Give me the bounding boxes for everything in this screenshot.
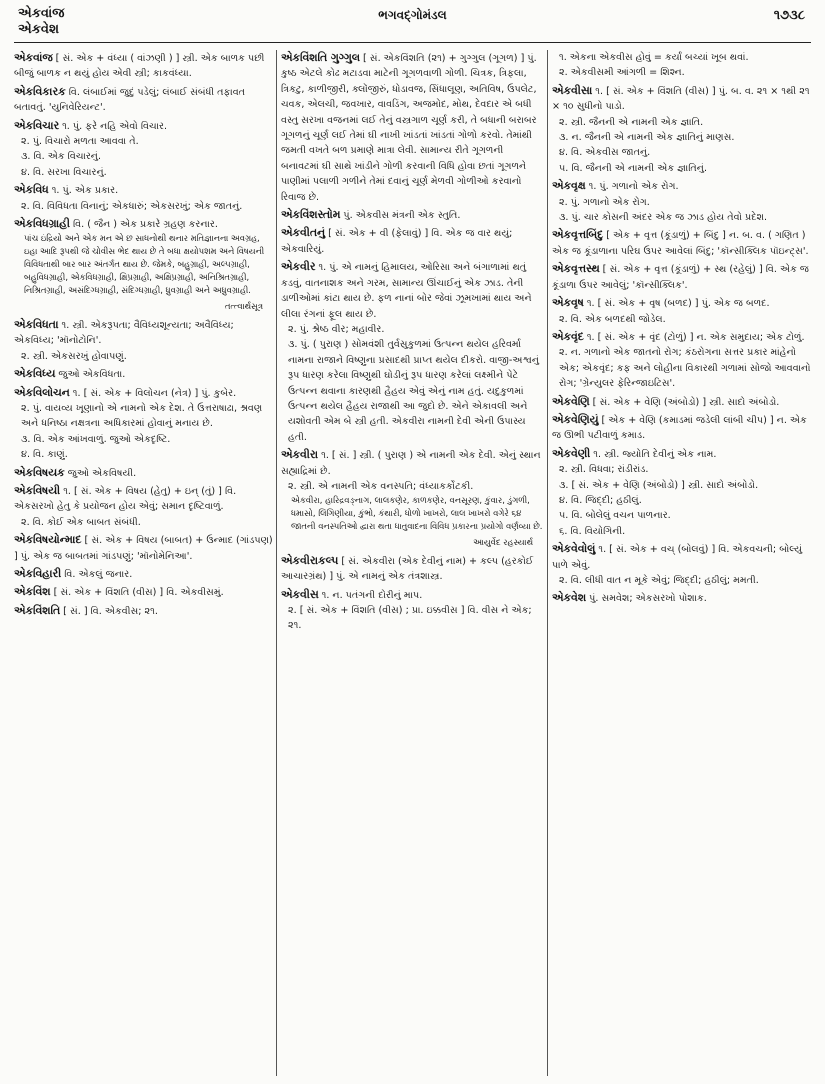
- dictionary-entry: [281, 50, 543, 205]
- entry-sense: ૨. એકવીસમી આંગળી = શિશ્ન.: [559, 67, 685, 79]
- entry-headword: એકવૃત્તબિંદુ: [552, 228, 604, 242]
- dictionary-entry: [14, 216, 273, 315]
- dictionary-entry: [14, 465, 273, 481]
- entry-sense: ૨. સ્ત્રી. એ નામની એક વનસ્પતિ; વંધ્યાકર્કોટકી.: [288, 480, 474, 492]
- guide-word-bottom: એકવેશ: [18, 22, 60, 37]
- dictionary-entry: [14, 603, 273, 619]
- entry-headword: એકવિધતા: [14, 317, 59, 331]
- entry-definition: ૧. પું. એક પ્રકાર.: [48, 185, 119, 197]
- dictionary-entry: [14, 317, 273, 364]
- entry-headword: એકવીસા: [552, 83, 593, 97]
- entry-definition: ૧. ન. પતંગની દોરીનું માપ.: [318, 589, 423, 601]
- dictionary-entry: [552, 394, 814, 410]
- entry-sense: ૬. વિ. વિયોગિની.: [559, 525, 626, 537]
- entry-note: એકવીરા, હારિદ્રવઙ્નાગ, લાલકણેર, કાળકણેર, વનસૂરણ, કુંવાર, ડુંગળી, ધમાસો, લિંગિણીયા, કુંભો, કંથારી, ધોળો ખાખરો, લાલ ખાખરો વગેરે ૬૪ જાતની વનસ્પતિઓ દ્વારા થતા ધાતુવાદના વિવિધ પ્રકારના પ્રયોગો વર્ણવ્યા છે.: [291, 495, 543, 532]
- dictionary-entry: [14, 566, 273, 582]
- dictionary-entry: [552, 261, 814, 293]
- dictionary-entry: [14, 84, 273, 116]
- entry-headword: એકવેણી: [552, 446, 591, 460]
- entry-sense: ૨. પું. શ્રેષ્ઠ વીર; મહાવીર.: [288, 323, 385, 335]
- entry-headword: એકવીસ: [281, 587, 319, 601]
- entry-definition: [ સં. એક + વી (ફેલાવું) ] વિ. એક જ વાર થયું; એકવારિયું.: [281, 228, 513, 255]
- entry-definition: [ સં. એકવિંશતિ (૨૧) + ગુગ્ગુલ (ગૂગળ) ] પું. કુષ્ઠ એટલે કોઢ મટાડવા માટેની ગૂગળવાળી ગોળી. ચિત્રક, ત્રિફલા, ત્રિકટુ, કાળીજીરી, ક્લોંજીરું, ધોડાવજ, સિંધાલૂણ, અતિવિષ, ઉપલેટ, ચવક, એલચી, જવખાર, વાવડિંગ, અજમોદ, મોથ, દેવદાર એ બધી વસ્તુ સરખા વજનમાં લઈ તેનું વસ્ત્રગાળ ચૂર્ણ કરી, તે બધાની બરાબર ગૂગળનું ચૂર્ણ લઈ તેમાં ઘી નાખી ખાંડતાં ખાંડતાં ગોળો કરવો. તેમાંથી જમતી વખતે બળ પ્રમાણે માત્રા લેવી. સામાન્ય રીતે ગૂગળની બનાવટમાં ઘી સાથે ખાંડીને ગોળી કરવાની વિધિ હોવા છતાં ગૂગળને પાણીમાં પલાળી ગળીને તેમાં દવાનું ચૂર્ણ મેળવી ગોળીઓ કરવાનો રિવાજ છે.: [281, 53, 537, 203]
- entry-sense: ૫. વિ. જૈનની એ નામની એક જ્ઞાતિનું.: [559, 162, 707, 174]
- dictionary-entry: [281, 259, 543, 445]
- entry-sense: ૨. ન. ગળાનો એક જાતનો રોગ; કંઠરોગના સત્તર પ્રકાર માંહેનો એક; એકવૃંદ; કફ અને લોહીના વિકારથી ગળામાં સોજો આવવાનો રોગ; 'ગ્રેન્યુલર ફેરિન્જાઇટિસ'.: [559, 347, 811, 390]
- entry-headword: એકવિલોચન: [14, 385, 70, 399]
- entry-sense: ૩. પું. ચાર કોસની અંદર એક જ ઝાડ હોય તેવો પ્રદેશ.: [559, 212, 768, 224]
- entry-definition: [ એક + વેણિ (કમાડમાં જડેલી લાંબી ચીપ) ] ન. એક જ ઊભી પટીવાળું કમાડ.: [552, 414, 807, 442]
- entry-sense: ૨. પું. વિચારો મળતા આવવા તે.: [21, 136, 139, 148]
- column-divider: [276, 50, 277, 1076]
- entry-headword: એકવિધગ્રાહી: [14, 217, 70, 231]
- entry-headword: એકવૃંદ: [552, 329, 584, 343]
- entry-definition: [ સં. એક + વૃત્ત (કૂંડાળું) + સ્થ (રહેલું) ] વિ. એક જ કૂંડાળા ઉપર આવેલું; 'કૉન્સીક્લિક'.: [552, 264, 810, 291]
- dictionary-entry: [552, 227, 814, 259]
- entry-definition: [ સં. ] વિ. એકવીસ; ૨૧.: [60, 605, 158, 617]
- entry-note: પાંચ ઇંદ્રિયો અને એક મન એ છ સાધનોથી થનાર મતિજ્ઞાનના અવગ્રહ, ઇહા આદિ રૂપથી જે ચોવીસ ભેદ થાય છે તે બધા ક્ષયોપશમ અને વિષયની વિવિધતાથી બાર બાર અંતર્ગત થાય છે. જેમકે, બહુગ્રાહી, અલ્પગ્રાહી, બહુવિધગ્રાહી, એકવિધગ્રાહી, ક્ષિપ્રગ્રાહી, અક્ષિપ્રગ્રાહી, અનિશ્રિતગ્રાહી, નિશ્રિતગ્રાહી, અસંદિગ્ધગ્રાહી, સંદિગ્ધગ્રાહી, ધ્રુવગ્રાહી અને અધ્રુવગ્રાહી.: [24, 233, 265, 296]
- dictionary-entry: [14, 118, 273, 181]
- column-1: [14, 50, 273, 1080]
- entry-headword: એકવિંશતિ ગુગ્ગુલ: [281, 51, 360, 64]
- entry-headword: એકવૃત્તસ્થ: [552, 262, 600, 276]
- entry-headword: એકવેવોલું: [552, 542, 596, 556]
- dictionary-entry: [552, 590, 814, 606]
- entry-headword: એકવેશ: [552, 591, 587, 605]
- dictionary-entry: [552, 446, 814, 539]
- dictionary-entry: [552, 50, 814, 81]
- entry-headword: એકવીર: [281, 260, 316, 274]
- entry-headword: એકવેણિ: [552, 394, 590, 408]
- entry-headword: એકવિષયક: [14, 465, 65, 479]
- entry-headword: એકવિહારી: [14, 566, 62, 580]
- dictionary-entry: [281, 207, 543, 223]
- entry-sense: ૫. વિ. બોલેલું વચન પાળનાર.: [559, 510, 671, 522]
- entry-definition: પું. એકવીસ મંત્રની એક સ્તુતિ.: [340, 210, 461, 222]
- entry-definition: ૧. પું. એ નામનું હિમાલય, ઓરિસા અને બંગાળામાં થતું કડવું, વાતનાશક અને ગરમ, સામાન્ય ઊંચાઈનું એક ઝાડ. તેની ડાળીઓમાં કાંટા થાય છે. ફળ નાનાં બોર જેવાં ઝૂમખામાં થાય અને લીલા રંગનાં ફૂલ થાય છે.: [281, 262, 532, 320]
- entry-headword: એકવૃષ: [552, 296, 584, 310]
- dictionary-entry: [14, 50, 273, 82]
- entry-definition: [ સં. એક + વેણિ (અંબોડો) ] સ્ત્રી. સાદો અંબોડો.: [589, 396, 780, 408]
- entry-sense: ૪. વિ. કાણું.: [21, 449, 68, 461]
- entry-headword: એકવીરા: [281, 448, 319, 462]
- entry-sense: ૩. [ સં. એક + વેણિ (અંબોડો) ] સ્ત્રી. સાદો અંબોડો.: [559, 479, 759, 491]
- entry-sense: ૨. પું. ગળાનો એક રોગ.: [559, 196, 650, 208]
- entry-definition: ૧. [ સં. એક + વિલોચન (નેત્ર) ] પું. કુબેર.: [69, 387, 237, 399]
- entry-sense: ૨. [ સં. એક + વિંશતિ (વીસ) ; પ્રા. ઇક્કવીસ ] વિ. વીસ ને એક; ૨૧.: [288, 605, 532, 632]
- dictionary-entry: [552, 329, 814, 392]
- entry-headword: એકવેણિયું: [552, 412, 599, 426]
- entry-definition: વિ. એકલું જનાર.: [61, 568, 133, 580]
- entry-headword: એકવિંશસ્તોમ: [281, 208, 341, 222]
- entry-definition: ૧. [ સં. એક + વિંશતિ (વીસ) ] પું. બ. વ. ૨૧ × ૧થી ૨૧ × ૧૦ સુધીનો પાડો.: [552, 85, 810, 113]
- dictionary-entry: [281, 587, 543, 634]
- entry-sense: ૨. સ્ત્રી. જૈનની એ નામની એક જ્ઞાતિ.: [559, 116, 704, 128]
- entry-headword: એકવિચાર: [14, 118, 60, 132]
- dictionary-entry: [14, 483, 273, 530]
- dictionary-entry: [14, 366, 273, 382]
- entry-sense: ૨. વિ. વિવિધતા વિનાનું; એકધારું; એકસરખું; એક જાતનું.: [21, 200, 243, 212]
- entry-definition: ૧. સ્ત્રી. જ્યોતિ દેવીનું એક નામ.: [590, 448, 717, 460]
- entry-sense: ૪. વિ. એકવીસ જાતનું.: [559, 147, 651, 159]
- dictionary-entry: [14, 532, 273, 564]
- entry-definition: જુઓ એકવિષયી.: [64, 467, 137, 479]
- entry-definition: ૧. સ્ત્રી. એકરૂપતા; વૈવિધ્યશૂન્યતા; અવૈવિધ્ય; એકવિધ્ય; 'મૉનોટોનિ'.: [14, 319, 234, 347]
- entry-source: આયુર્વેદ રહસ્યાર્થ: [473, 537, 533, 548]
- entry-sense: ૩. ન. જૈનની એ નામની એક જ્ઞાતિનું માણસ.: [559, 132, 735, 144]
- entry-sense: ૨. સ્ત્રી. એકસરખું હોવાપણું.: [21, 350, 127, 362]
- dictionary-entry: [281, 447, 543, 551]
- dictionary-entry: [552, 83, 814, 176]
- entry-headword: એકવિધ: [14, 183, 49, 197]
- entry-definition: [ સં. એક + વિષય (બાબત) + ઉન્માદ (ગાંડપણ) ] પું. એક જ બાબતમાં ગાંડપણું; 'મૉનોમેનિઆ'.: [14, 535, 273, 562]
- entry-headword: એકવૃક્ષ: [552, 179, 586, 193]
- entry-headword: એકવિષયોન્માદ: [14, 533, 82, 547]
- entry-source: તત્ત્વાર્થસૂત્ર: [224, 301, 263, 312]
- entry-headword: એકવીરાકલ્પ: [281, 553, 339, 567]
- guide-word-top: એકવાંજ: [18, 6, 65, 21]
- dictionary-entry: [14, 182, 273, 214]
- entry-headword: એકવિધ્ય: [14, 367, 56, 381]
- entry-definition: ૧. [ સં. એક + વચ્ (બોલવું) ] વિ. એકવચની; બોલ્યું પાળે એવું.: [552, 544, 803, 571]
- dictionary-entry: [552, 178, 814, 225]
- entry-headword: એકવિંશતિ: [14, 603, 61, 617]
- entry-sense: ૩. પું. ( પુરાણ ) સોમવંશી તુર્વસુકુળમાં ઉત્પન્ન થયેલ હરિવર્મા નામના રાજાને વિષ્ણુના પ્રસાદથી પ્રાપ્ત થયેલ દીકરો. વાજી-અશ્વનું રૂપ ધારણ કરેલા વિષ્ણુથી ઘોડીનું રૂપ ધારણ કરેલાં લક્ષ્મીને પેટે ઉત્પન્ન થવાના કારણથી હૈહય એવું એનું નામ હતું. યદુકુળમાં ઉત્પન્ન થયેલ હૈહય રાજાથી આ જુદો છે. એને એકાવલી અને યશોવતી એમ બે સ્ત્રી હતી. એકવીરા નામની દેવી એની ઉપાસ્ય હતી.: [288, 339, 539, 443]
- entry-definition: ૧. [ સં. એક + વિષય (હેતુ) + ઇન્ (તું) ] વિ. એકસરખો હેતુ કે પ્રયોજન હોય એવું; સમાન દૃષ્ટિવાળું.: [14, 485, 237, 513]
- column-3: [552, 50, 814, 1080]
- entry-sense: ૨. સ્ત્રી. વિધવા; રાંડીરાંડ.: [559, 464, 649, 476]
- entry-sense: ૩. વિ. એક વિચારનું.: [21, 151, 102, 163]
- dictionary-entry: [14, 385, 273, 463]
- dictionary-entry: [552, 412, 814, 444]
- entry-definition: [ સં. એક + વંધ્યા ( વાંઝણી ) ] સ્ત્રી. એક બાળક પછી બીજું બાળક ન થયું હોય એવી સ્ત્રી; કાકવંધ્યા.: [14, 53, 265, 80]
- entry-sense: ૨. વિ. એક બળદથી જોડેલ.: [559, 313, 666, 325]
- entry-definition: [ એક + વૃત્ત (કૂંડાળું) + બિંદુ ] ન. બ. વ. ( ગણિત ) એક જ કૂંડાળાના પરિઘ ઉપર આવેલાં બિંદુ; 'કૉન્સીક્લિક પૉઇન્ટ્સ'.: [552, 230, 809, 257]
- column-divider: [547, 50, 548, 1076]
- page-number: ૧૭૩૮: [773, 8, 805, 23]
- entry-headword: એકવિકારક: [14, 84, 66, 98]
- entry-sense: ૪. વિ. સરખા વિચારનું.: [21, 166, 107, 178]
- entry-definition: ૧. [ સં. એક + વૃંદ (ટોળું) ] ન. એક સમુદાય; એક ટોળું.: [583, 331, 805, 343]
- entry-definition: વિ. ( જૈન ) એક પ્રકારે ગ્રહણ કરનાર.: [69, 219, 218, 231]
- header-rule: [14, 42, 811, 43]
- dictionary-entry: [552, 295, 814, 327]
- entry-headword: એકવિષયી: [14, 483, 61, 497]
- entry-sense: ૧. એકના એકવીસ હોવું = કર્યાં બચ્યાં ખૂબ થવાં.: [559, 52, 749, 63]
- dictionary-entry: [552, 541, 814, 588]
- entry-definition: [ સં. એકવીરા (એક દેવીનું નામ) + કલ્પ (હરકોઈ આચારગ્રંથ) ] પું. એ નામનું એક તંત્રશાસ્ત્ર.: [281, 555, 534, 583]
- dictionary-entry: [281, 553, 543, 585]
- entry-definition: પું. સમવેશ; એકસરખો પોશાક.: [586, 593, 707, 605]
- entry-definition: [ સં. એક + વિંશતિ (વીસ) ] વિ. એકવીસમું.: [50, 587, 224, 599]
- entry-definition: ૧. પું. ફરે નહિ એવો વિચાર.: [59, 120, 167, 132]
- dictionary-entry: [281, 225, 543, 257]
- entry-definition: વિ. લંબાઈમાં જુદું પડેલું; લંબાઈ સંબંધી તફાવત બતાવતું. 'યુનિવેરિયન્ટ'.: [14, 86, 246, 114]
- entry-headword: એકવીતનું: [281, 226, 326, 240]
- entry-sense: ૩. વિ. એક આંખવાળું. જુઓ એકદૃષ્ટિ.: [21, 433, 171, 445]
- entry-headword: એકવાંજ: [14, 51, 53, 64]
- entry-sense: ૨. વિ. કોઈ એક બાબત સંબંધી.: [21, 516, 141, 528]
- entry-definition: ૧. [ સં. ] સ્ત્રી. ( પુરાણ ) એ નામની એક દેવી. એનું સ્થાન સહ્યાદ્રિમાં છે.: [281, 450, 541, 477]
- column-2: [281, 50, 543, 1080]
- page-title: ભગવદ્ગોમંડલ: [378, 8, 447, 22]
- entry-definition: ૧. પું. ગળાનો એક રોગ.: [585, 181, 679, 193]
- entry-headword: એકવિંશ: [14, 585, 51, 599]
- entry-sense: ૨. વિ. લીધી વાત ન મૂકે એવું; જિદ્દી; હઠીલું; મમતી.: [559, 575, 759, 586]
- entry-sense: ૪. વિ. જિદ્દી; હઠીલું.: [559, 494, 642, 506]
- entry-definition: ૧. [ સં. એક + વૃષ (બળદ) ] પું. એક જ બળદ.: [583, 298, 770, 310]
- entry-definition: જુઓ એકવિધતા.: [55, 369, 126, 381]
- entry-sense: ૨. પું. વાયવ્ય ખૂણાનો એ નામનો એક દેશ. તે ઉત્તરાષાઢા, શ્રવણ અને ધનિષ્ઠા નક્ષત્રના અધિકારમાં હોવાનું મનાય છે.: [21, 402, 263, 430]
- dictionary-entry: [14, 584, 273, 600]
